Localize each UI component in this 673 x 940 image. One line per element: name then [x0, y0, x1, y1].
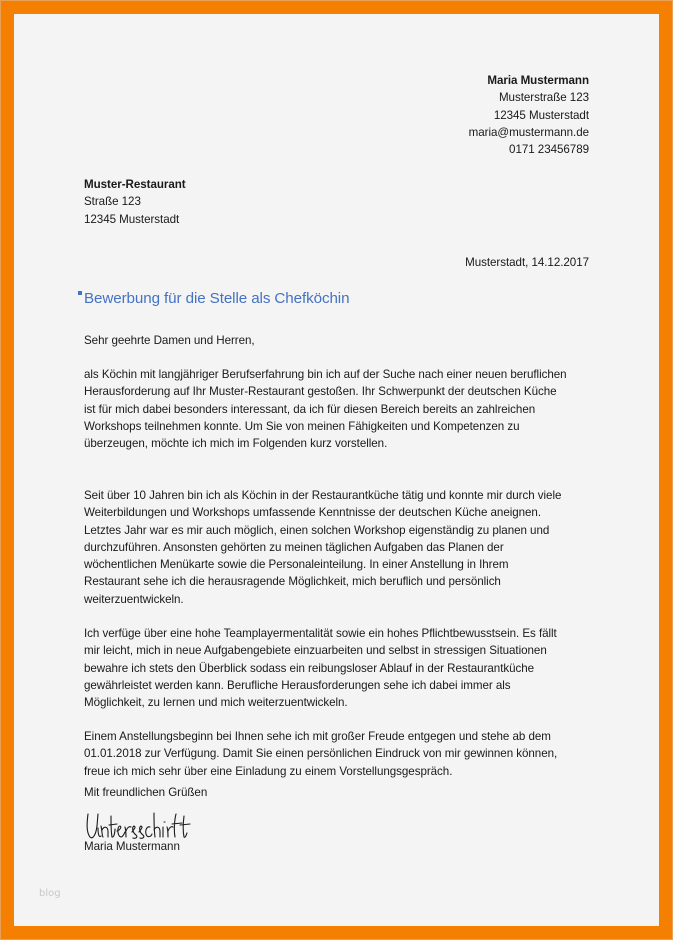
- body-line: Letztes Jahr war es mir auch möglich, einen solchen Workshop eigenständig zu planen und: [84, 523, 550, 537]
- body-paragraph-2: [84, 487, 604, 608]
- sender-city: 12345 Musterstadt: [493, 108, 589, 122]
- body-line: bewahre ich stets den Überblick sodass ein reibungsloser Ablauf in der Restaurantküche: [84, 661, 535, 675]
- recipient-street: Straße 123: [84, 195, 141, 209]
- body-line: 01.01.2018 zur Verfügung. Damit Sie einen persönlichen Eindruck von mir gewinnen können,: [84, 747, 558, 761]
- body-line: durchzuführen. Ansonsten gehörten zu meinen täglichen Aufgaben das Planen der: [84, 540, 504, 554]
- body-paragraph-1: [84, 366, 604, 452]
- body-line: überzeugen, möchte ich mich im Folgenden kurz vorstellen.: [84, 437, 388, 451]
- body-line: wöchentlichen Menükarte sowie die Personaleinteilung. In einer Anstellung in Ihrem: [84, 558, 509, 572]
- body-line: Weiterbildungen und Workshops umfassende Kenntnisse der deutschen Küche aneignen.: [84, 506, 542, 520]
- recipient-city: 12345 Musterstadt: [84, 212, 180, 226]
- paragraph-mark-icon: [78, 291, 82, 295]
- body-line: Seit über 10 Jahren bin ich als Köchin in der Restaurantküche tätig und konnte mir durch viele: [84, 489, 562, 502]
- body-line: mir leicht, mich in neue Aufgabengebiete einzuarbeiten und selbst in stressigen Situationen: [84, 644, 547, 658]
- body-line: Möglichkeit, zu lernen und mich weiterzuentwickeln.: [84, 696, 348, 710]
- sender-name: Maria Mustermann: [487, 74, 589, 87]
- body-paragraph-3: [84, 625, 604, 711]
- body-line: Ich verfüge über eine hohe Teamplayermentalität sowie ein hohes Pflichtbewusstsein. Es fällt: [84, 627, 557, 640]
- letter-page: [14, 14, 659, 926]
- salutation: Sehr geehrte Damen und Herren,: [84, 334, 255, 347]
- watermark: blog: [39, 888, 61, 899]
- sender-street: Musterstraße 123: [498, 91, 589, 105]
- sender-block: [469, 72, 589, 158]
- sender-email: maria@mustermann.de: [468, 125, 589, 139]
- body-line: Herausforderung auf Ihr Muster-Restaurant gestoßen. Ihr Schwerpunkt der deutschen Küche: [84, 385, 557, 399]
- subject-line: Bewerbung für die Stelle als Chefköchin: [84, 290, 350, 307]
- date-line: Musterstadt, 14.12.2017: [465, 256, 589, 269]
- recipient-company: Muster-Restaurant: [84, 178, 186, 191]
- body-line: freue ich mich sehr über eine Einladung zu einem Vorstellungsgespräch.: [84, 764, 453, 778]
- body-line: Workshops teilnehmen konnte. Um Sie von meinen Fähigkeiten und Kompetenzen zu: [84, 419, 520, 433]
- body-paragraph-4: [84, 728, 604, 780]
- body-line: als Köchin mit langjähriger Berufserfahrung bin ich auf der Suche nach einer neuen beruflichen: [84, 368, 567, 381]
- closing: Mit freundlichen Grüßen: [84, 786, 208, 799]
- body-line: Einem Anstellungsbeginn bei Ihnen sehe ich mit großer Freude entgegen und stehe ab dem: [84, 730, 551, 743]
- body-line: gewährleistet werden kann. Berufliche Herausforderungen sehe ich dabei immer als: [84, 678, 511, 692]
- body-line: weiterzuentwickeln.: [84, 592, 184, 606]
- signer-name: Maria Mustermann: [84, 840, 180, 853]
- sender-phone: 0171 23456789: [509, 143, 589, 157]
- body-line: ist für mich dabei besonders interessant, da ich für diesen Bereich bereits an zahlreichen: [84, 402, 536, 416]
- recipient-block: [84, 176, 186, 228]
- body-line: Restaurant sehe ich die herausragende Möglichkeit, mich beruflich und persönlich: [84, 575, 501, 589]
